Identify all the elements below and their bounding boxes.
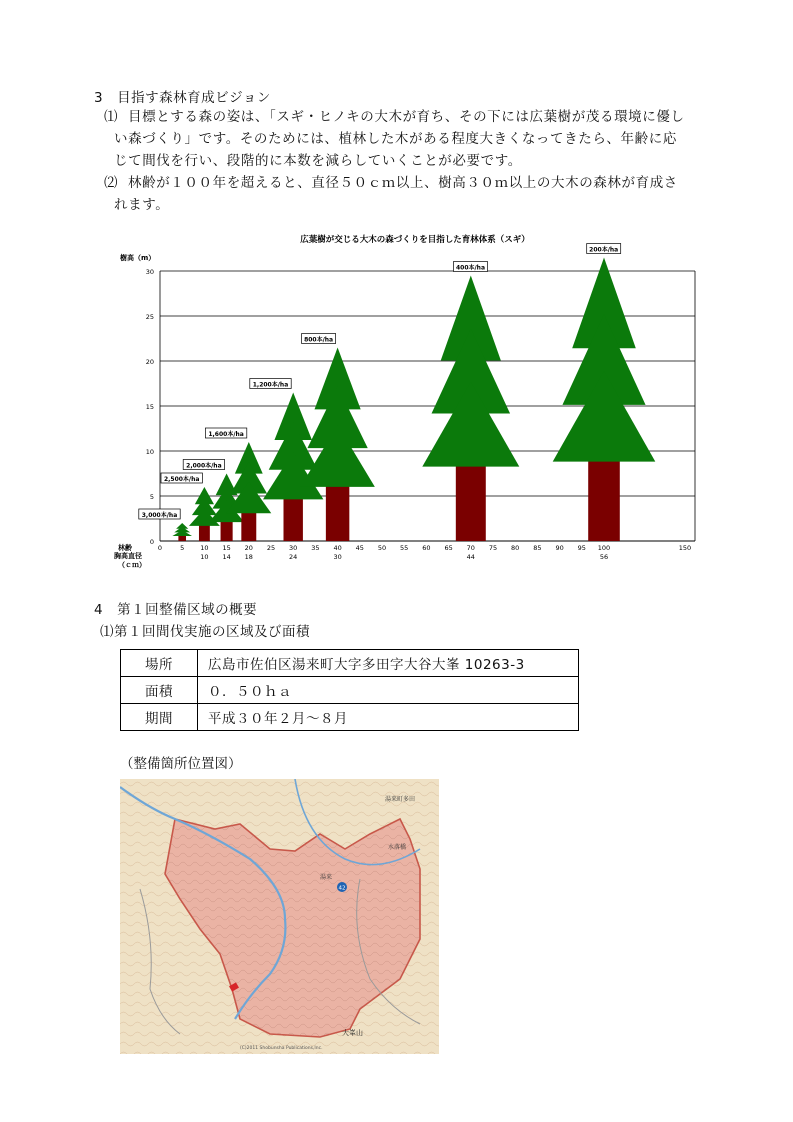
y-tick-label: 25 (145, 313, 154, 321)
x-tick-label: 95 (577, 544, 586, 552)
table-value: 平成３０年２月～８月 (198, 704, 579, 731)
table-key: 場所 (121, 650, 198, 677)
chart-title: 広葉樹が交じる大木の森づくりを目指した育林体系（スギ） (300, 235, 530, 245)
density-label: 200本/ha (589, 246, 619, 254)
diameter-label: 30 (333, 553, 342, 561)
table-row (121, 704, 579, 731)
y-tick-label: 20 (145, 358, 154, 366)
density-label: 1,600本/ha (208, 431, 244, 438)
x-tick-label: 55 (400, 544, 409, 552)
x-tick-label: 25 (266, 544, 276, 552)
map-label: 湯来 (320, 874, 333, 881)
x-tick-label: 75 (488, 544, 498, 552)
x-tick-label: 35 (311, 544, 320, 552)
x-tick-label: 60 (422, 544, 431, 552)
section4-title: 4 第１回整備区域の概要 (94, 602, 258, 618)
table-value: ０．５０ｈａ (198, 677, 579, 704)
tree-crown (553, 371, 656, 462)
diameter-label: 14 (222, 553, 231, 561)
map-label: 大峯山 (342, 1029, 363, 1037)
item-1-line2: い森づくり」です。そのためには、植林した木がある程度大きくなってきたら、年齢に応 (114, 131, 677, 147)
y-tick-label: 0 (149, 538, 154, 546)
x-tick-label: 65 (444, 544, 453, 552)
x-tick-label: 10 (200, 544, 209, 552)
map-label: 水落橋 (388, 844, 407, 851)
x-tick-label: 45 (355, 544, 364, 552)
x-tick-label: 15 (222, 544, 231, 552)
section4-subtitle: ⑴第１回間伐実施の区域及び面積 (100, 624, 310, 640)
item-1-line1: 目標とする森の姿は、「スギ・ヒノキの大木が育ち、その下には広葉樹が茂る環境に優し (128, 109, 685, 125)
y-tick-label: 10 (145, 448, 154, 456)
x-tick-label: 100 (597, 544, 611, 552)
section3-title: 3 目指す森林育成ビジョン (94, 90, 271, 106)
item-1-number: ⑴ (104, 109, 119, 125)
map-copyright: (C)2011 Shobunsha Publications,Inc. (240, 1046, 323, 1051)
forest-growth-chart (110, 228, 700, 573)
density-label: 3,000本/ha (141, 512, 178, 519)
density-label: 800本/ha (304, 336, 334, 344)
tree-crown (172, 530, 192, 536)
tree-crown (422, 382, 519, 467)
y-tick-label: 15 (145, 403, 154, 411)
diameter-label: 24 (289, 553, 298, 561)
x-tick-label: 70 (466, 544, 475, 552)
x-axis-label-diameter: 胸高直径 (114, 552, 142, 560)
area-info-table (120, 649, 579, 731)
item-1-line3: じて間伐を行い、段階的に本数を減らしていくことが必要です。 (114, 153, 522, 169)
density-label: 2,500本/ha (163, 476, 200, 483)
item-2-line1: 林齢が１００年を超えると、直径５０ｃｍ以上、樹高３０ｍ以上の大木の森林が育成さ (128, 175, 678, 191)
section3-item-1 (104, 106, 724, 172)
table-row (121, 650, 579, 677)
x-tick-label: 80 (511, 544, 520, 552)
x-tick-label: 50 (377, 544, 387, 552)
table-key: 期間 (121, 704, 198, 731)
x-tick-label: 150 (678, 544, 692, 552)
map-label: 湯来町多田 (385, 796, 416, 803)
x-axis-label-age: 林齢 (118, 544, 132, 552)
density-label: 400本/ha (455, 264, 486, 272)
table-row (121, 677, 579, 704)
y-tick-label: 5 (149, 493, 154, 501)
diameter-label: 44 (466, 553, 475, 561)
route-number: 42 (338, 885, 346, 892)
site-location-map (120, 779, 439, 1054)
x-tick-label: 0 (157, 544, 163, 552)
y-axis-label: 樹高（m） (120, 254, 156, 262)
density-label: 2,000本/ha (186, 462, 222, 470)
diameter-label: 56 (599, 553, 609, 561)
map-caption: （整備箇所位置図） (120, 756, 242, 772)
x-tick-label: 5 (180, 544, 185, 552)
y-tick-label: 30 (145, 268, 154, 276)
x-tick-label: 85 (533, 544, 542, 552)
item-2-number: ⑵ (104, 175, 119, 191)
density-label: 1,200本/ha (252, 381, 289, 389)
section3-item-2 (104, 172, 724, 216)
x-tick-label: 20 (244, 544, 253, 552)
x-axis-label-unit: （ｃｍ） (118, 561, 146, 569)
x-tick-label: 90 (555, 544, 564, 552)
diameter-label: 10 (200, 553, 209, 561)
x-tick-label: 30 (289, 544, 298, 552)
item-2-line2: れます。 (114, 197, 170, 213)
table-value: 広島市佐伯区湯来町大字多田字大谷大峯 10263-3 (198, 650, 579, 677)
tree-crown (300, 425, 374, 487)
table-key: 面積 (121, 677, 198, 704)
diameter-label: 18 (244, 553, 253, 561)
x-tick-label: 40 (333, 544, 342, 552)
